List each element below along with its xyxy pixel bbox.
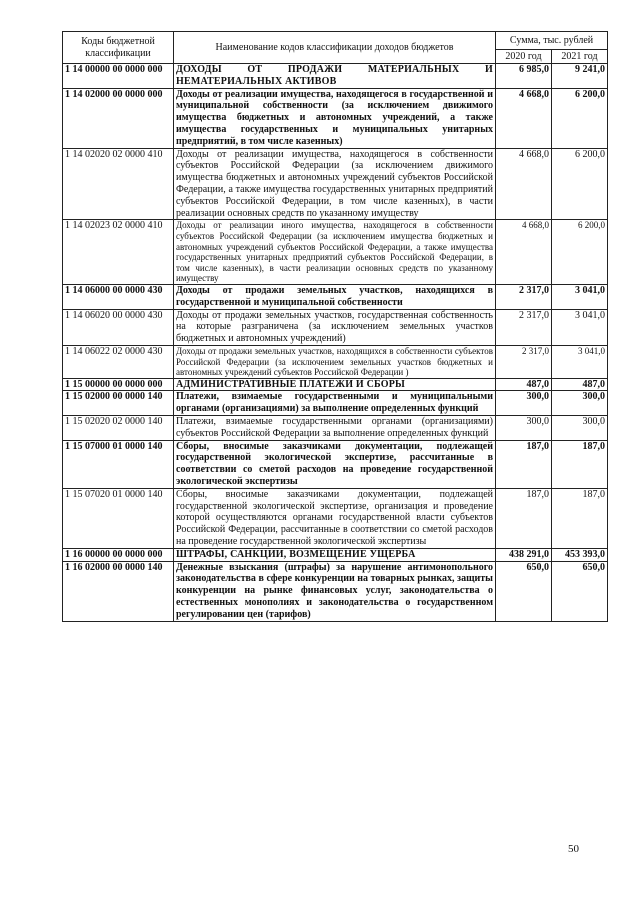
row-name: Платежи, взимаемые государственными и муниципальными органами (организациями) за выполнение определенных функций xyxy=(174,391,496,416)
table-row xyxy=(63,416,608,441)
row-code: 1 15 07020 01 0000 140 xyxy=(63,488,174,548)
row-code: 1 14 06000 00 0000 430 xyxy=(63,284,174,309)
row-value-2021: 300,0 xyxy=(552,416,608,441)
row-name: Доходы от реализации имущества, находящегося в собственности субъектов Российской Федерации (за исключением движимого имущества бюджетных и автономных учреждений субъектов Российской Федерации, а также имущества государственных унитарных предприятий субъектов Российской Федерации, в том числе казенных), в части реализации основных средств по указанному имуществу xyxy=(174,148,496,220)
table-row xyxy=(63,548,608,561)
row-value-2020: 2 317,0 xyxy=(496,345,552,378)
row-value-2020: 2 317,0 xyxy=(496,309,552,345)
row-code: 1 14 02023 02 0000 410 xyxy=(63,220,174,285)
row-name: Доходы от реализации иного имущества, находящегося в собственности субъектов Российской Федерации (за исключением имущества бюджетных и автономных учреждений субъектов Российской Федерации, а также имущества государственных унитарных предприятий субъектов Российской Федерации, в том числе казенных), в части реализации основных средств по указанному имуществу xyxy=(174,220,496,285)
table-row xyxy=(63,440,608,488)
row-value-2021: 3 041,0 xyxy=(552,284,608,309)
year-2021-header: 2021 год xyxy=(552,50,608,64)
table-row xyxy=(63,378,608,391)
name-column-header: Наименование кодов классификации доходов бюджетов xyxy=(174,32,496,64)
row-code: 1 15 07000 01 0000 140 xyxy=(63,440,174,488)
table-row xyxy=(63,309,608,345)
row-value-2021: 187,0 xyxy=(552,488,608,548)
row-value-2020: 4 668,0 xyxy=(496,220,552,285)
row-value-2021: 487,0 xyxy=(552,378,608,391)
table-row xyxy=(63,64,608,89)
year-2020-header: 2020 год xyxy=(496,50,552,64)
row-value-2021: 650,0 xyxy=(552,561,608,621)
row-code: 1 14 02000 00 0000 000 xyxy=(63,88,174,148)
row-name: Доходы от реализации имущества, находящегося в государственной и муниципальной собственности (за исключением движимого имущества бюджетных и автономных учреждений, а также имущества государственных и муниципальных унитарных предприятий, в том числе казенных) xyxy=(174,88,496,148)
row-value-2020: 2 317,0 xyxy=(496,284,552,309)
row-code: 1 14 02020 02 0000 410 xyxy=(63,148,174,220)
table-row xyxy=(63,391,608,416)
table-row xyxy=(63,88,608,148)
row-value-2020: 6 985,0 xyxy=(496,64,552,89)
table-header-row xyxy=(63,32,608,50)
row-value-2021: 3 041,0 xyxy=(552,345,608,378)
table-row xyxy=(63,284,608,309)
row-value-2021: 9 241,0 xyxy=(552,64,608,89)
table-row xyxy=(63,148,608,220)
row-name: Доходы от продажи земельных участков, находящихся в государственной и муниципальной собственности xyxy=(174,284,496,309)
row-name: Доходы от продажи земельных участков, находящихся в собственности субъектов Российской Федерации (за исключением земельных участков бюджетных и автономных учреждений субъектов Российской Федерации ) xyxy=(174,345,496,378)
row-value-2021: 6 200,0 xyxy=(552,148,608,220)
row-value-2021: 300,0 xyxy=(552,391,608,416)
table-row xyxy=(63,561,608,621)
row-value-2021: 453 393,0 xyxy=(552,548,608,561)
row-code: 1 16 02000 00 0000 140 xyxy=(63,561,174,621)
row-name: Платежи, взимаемые государственными органами (организациями) субъектов Российской Федерации за выполнение определенных функций xyxy=(174,416,496,441)
budget-revenue-table xyxy=(62,31,608,622)
row-code: 1 14 06022 02 0000 430 xyxy=(63,345,174,378)
row-value-2021: 3 041,0 xyxy=(552,309,608,345)
row-value-2020: 187,0 xyxy=(496,440,552,488)
row-name: ШТРАФЫ, САНКЦИИ, ВОЗМЕЩЕНИЕ УЩЕРБА xyxy=(174,548,496,561)
row-name: Доходы от продажи земельных участков, государственная собственность на которые разграничена (за исключением земельных участков бюджетных и автономных учреждений) xyxy=(174,309,496,345)
sum-column-header: Сумма, тыс. рублей xyxy=(496,32,608,50)
page-number: 50 xyxy=(568,843,579,855)
table-row xyxy=(63,220,608,285)
row-code: 1 16 00000 00 0000 000 xyxy=(63,548,174,561)
table-row xyxy=(63,488,608,548)
row-code: 1 15 00000 00 0000 000 xyxy=(63,378,174,391)
row-code: 1 15 02000 00 0000 140 xyxy=(63,391,174,416)
row-name: Сборы, вносимые заказчиками документации, подлежащей государственной экологической экспертизе, рассчитанные в соответствии со сметой расходов на проведение государственной экологической экспертизы xyxy=(174,440,496,488)
row-value-2020: 4 668,0 xyxy=(496,88,552,148)
row-name: ДОХОДЫ ОТ ПРОДАЖИ МАТЕРИАЛЬНЫХ И НЕМАТЕРИАЛЬНЫХ АКТИВОВ xyxy=(174,64,496,89)
code-column-header: Коды бюджетной классификации xyxy=(63,32,174,64)
row-value-2020: 438 291,0 xyxy=(496,548,552,561)
row-value-2021: 6 200,0 xyxy=(552,220,608,285)
row-value-2021: 187,0 xyxy=(552,440,608,488)
table-row xyxy=(63,345,608,378)
row-value-2020: 487,0 xyxy=(496,378,552,391)
row-name: Денежные взыскания (штрафы) за нарушение антимонопольного законодательства в сфере конкуренции на товарных рынках, защиты конкуренции на рынке финансовых услуг, законодательства о естественных монополиях и законодательства о государственном регулировании цен (тарифов) xyxy=(174,561,496,621)
row-value-2020: 187,0 xyxy=(496,488,552,548)
row-code: 1 15 02020 02 0000 140 xyxy=(63,416,174,441)
row-value-2021: 6 200,0 xyxy=(552,88,608,148)
row-value-2020: 300,0 xyxy=(496,416,552,441)
row-name: Сборы, вносимые заказчиками документации, подлежащей государственной экологической экспертизе, организация и проведение которой осуществляются органами государственной власти субъектов Российской Федерации, рассчитанные в соответствии со сметой расходов на проведение государственной экологической экспертизы xyxy=(174,488,496,548)
row-value-2020: 4 668,0 xyxy=(496,148,552,220)
row-name: АДМИНИСТРАТИВНЫЕ ПЛАТЕЖИ И СБОРЫ xyxy=(174,378,496,391)
row-code: 1 14 06020 00 0000 430 xyxy=(63,309,174,345)
row-value-2020: 650,0 xyxy=(496,561,552,621)
row-code: 1 14 00000 00 0000 000 xyxy=(63,64,174,89)
row-value-2020: 300,0 xyxy=(496,391,552,416)
